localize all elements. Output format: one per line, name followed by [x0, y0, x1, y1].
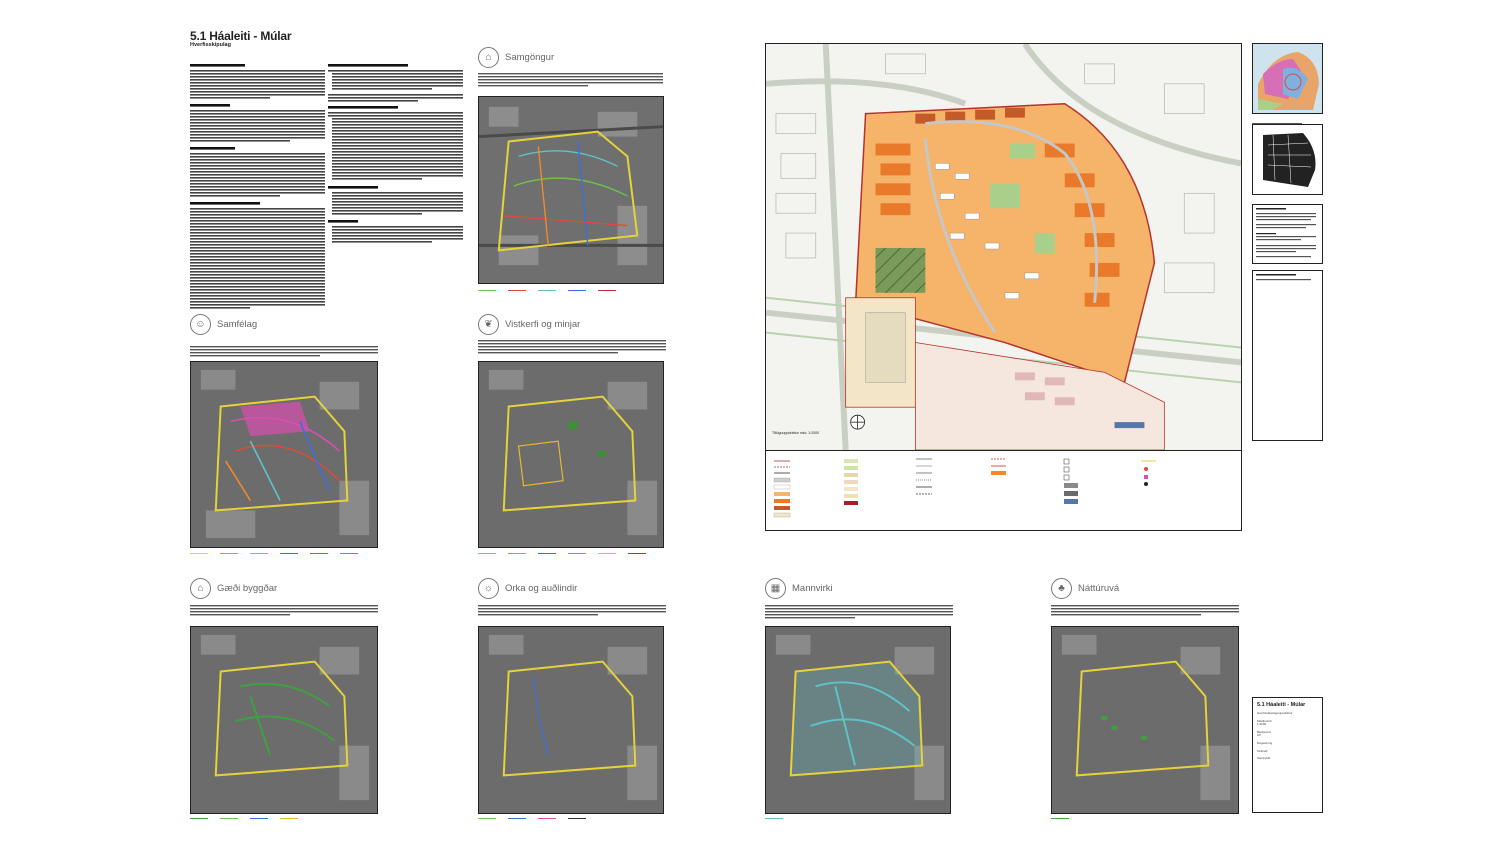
leaf-icon: ❦: [478, 314, 499, 335]
section-text-samfelag: [190, 346, 378, 360]
map-mannvirki: [765, 626, 951, 814]
section-text-mannvirki: [765, 605, 953, 623]
legend-samfelag: [190, 553, 360, 554]
section-header-vistkerfi: [478, 314, 580, 335]
section-title-vistkerfi: Vistkerfi og minjar: [505, 319, 581, 330]
tree-icon: ♣: [1051, 578, 1072, 599]
title-block-line-7: Teiknað: [1257, 748, 1268, 753]
section-title-samgongur: Samgöngur: [505, 52, 555, 63]
people-icon: ☺: [190, 314, 211, 335]
section-title-mannvirki: Mannvirki: [792, 583, 833, 594]
legend-gaedi: [190, 818, 300, 819]
legend-mannvirki: [765, 818, 785, 819]
map-gaedi: [190, 626, 378, 814]
legend-natturuva: [1051, 818, 1071, 819]
text-block-graphic: [190, 62, 325, 312]
section-header-natturuva: [1051, 578, 1119, 599]
notes-box: [1252, 204, 1323, 264]
main-plan-map: [765, 43, 1242, 451]
section-header-gaedi: [190, 578, 277, 599]
section-header-orka: [478, 578, 577, 599]
title-block: [1252, 697, 1323, 813]
section-title-natturuva: Náttúruvá: [1078, 583, 1120, 594]
section-text-vistkerfi: [478, 340, 666, 358]
legend-orka: [478, 818, 588, 819]
text-block-graphic-2: [328, 62, 463, 262]
title-block-title: 5.1 Háaleiti - Múlar: [1257, 702, 1306, 708]
title-block-line-1: Hverfisskipulagsuppdráttur: [1257, 711, 1293, 715]
section-text-orka: [478, 605, 666, 619]
map-samfelag: [190, 361, 378, 548]
text-column-2: [328, 62, 463, 262]
section-title-samfelag: Samfélag: [217, 319, 258, 330]
legend-samgongur: [478, 290, 618, 291]
text-column-1: [190, 62, 325, 317]
location-map: [1252, 124, 1323, 195]
main-map-caption: Tillöguuppdráttur mkv. 1:2000: [772, 431, 820, 435]
map-natturuva: [1051, 626, 1239, 814]
map-samgongur: [478, 96, 664, 284]
energy-icon: ☼: [478, 578, 499, 599]
section-title-gaedi: Gæði byggðar: [217, 583, 278, 594]
bus-icon: ⌂: [478, 47, 499, 68]
section-header-samfelag: [190, 314, 257, 335]
section-header-mannvirki: [765, 578, 833, 599]
title-block-line-3: 1:2000: [1257, 722, 1267, 727]
text-lines-1: [190, 62, 325, 313]
main-map-legend: [765, 451, 1242, 531]
house-icon: ⌂: [190, 578, 211, 599]
legend-vistkerfi: [478, 553, 648, 554]
map-vistkerfi: [478, 361, 664, 548]
title-block-line-5: A0: [1257, 733, 1261, 738]
map-orka: [478, 626, 664, 814]
section-title-orka: Orka og auðlindir: [505, 583, 578, 594]
page-title: 5.1 Háaleiti - Múlar: [190, 29, 292, 43]
page-subtitle: Hverfisskipulag: [190, 42, 231, 48]
title-block-line-8: Samþykkt: [1257, 756, 1271, 761]
amendments-box: [1252, 270, 1323, 441]
section-text-samgongur: [478, 73, 663, 91]
title-block-line-2: Mælikvarði: [1257, 718, 1272, 723]
building-icon: ▦: [765, 578, 786, 599]
section-text-gaedi: [190, 605, 378, 619]
section-header-samgongur: [478, 47, 554, 68]
title-block-line-4: Blaðstærð: [1257, 729, 1271, 734]
overview-map: [1252, 43, 1323, 114]
section-text-natturuva: [1051, 605, 1239, 619]
title-block-line-6: Dagsetning: [1257, 740, 1273, 745]
